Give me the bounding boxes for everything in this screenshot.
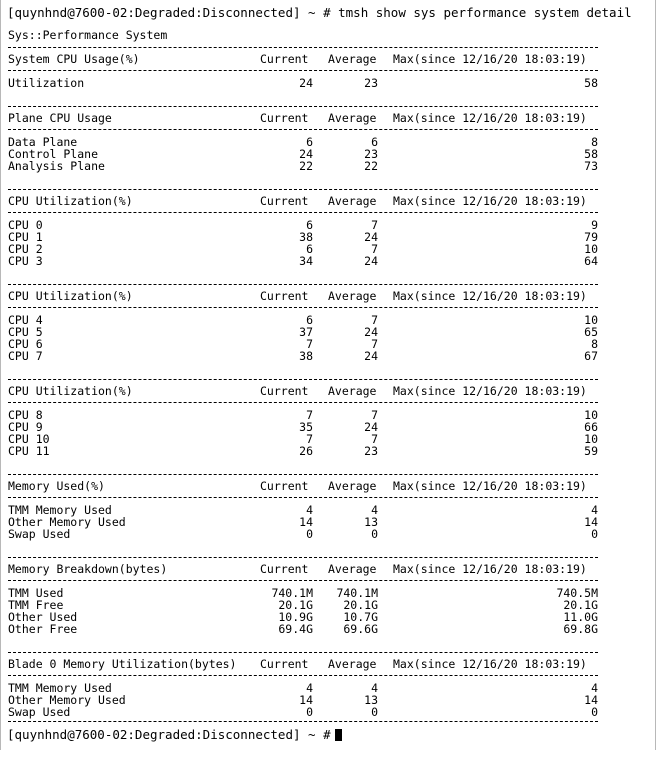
row-max: 10 (584, 432, 598, 446)
row-max: 69.8G (563, 622, 598, 636)
row-average: 69.6G (343, 622, 378, 636)
row-max: 740.5M (556, 586, 598, 600)
row-average: 24 (364, 254, 378, 268)
row-label: Other Memory Used (8, 515, 126, 529)
header-label: CPU Utilization(%) (8, 194, 133, 208)
data-row (8, 623, 598, 636)
header-current: Current (260, 194, 309, 208)
header-label: Plane CPU Usage (8, 111, 112, 125)
row-current: 6 (306, 135, 313, 149)
row-label: Other Memory Used (8, 693, 126, 707)
row-max: 8 (591, 337, 598, 351)
header-label: Blade 0 Memory Utilization(bytes) (8, 657, 237, 671)
section-header (8, 658, 598, 671)
row-max: 0 (591, 527, 598, 541)
row-current: 6 (306, 313, 313, 327)
row-current: 0 (306, 705, 313, 719)
row-label: CPU 11 (8, 444, 50, 458)
row-current: 4 (306, 503, 313, 517)
row-average: 7 (371, 313, 378, 327)
row-current: 69.4G (278, 622, 313, 636)
header-current: Current (260, 479, 309, 493)
header-average: Average (328, 479, 377, 493)
row-current: 4 (306, 681, 313, 695)
row-label: TMM Memory Used (8, 503, 112, 517)
separator (8, 129, 598, 130)
separator (8, 106, 598, 107)
header-max: Max(since 12/16/20 18:03:19) (393, 52, 587, 66)
row-max: 4 (591, 681, 598, 695)
section-header (8, 290, 598, 303)
data-row (8, 350, 598, 363)
row-current: 24 (299, 76, 313, 90)
row-label: Other Free (8, 622, 78, 636)
row-label: Utilization (8, 76, 85, 90)
data-row (8, 255, 598, 268)
row-average: 23 (364, 147, 378, 161)
row-max: 10 (584, 313, 598, 327)
row-max: 67 (584, 349, 598, 363)
row-average: 24 (364, 420, 378, 434)
row-current: 38 (299, 349, 313, 363)
header-current: Current (260, 289, 309, 303)
row-label: CPU 5 (8, 325, 43, 339)
section-header (8, 53, 598, 66)
row-current: 14 (299, 693, 313, 707)
row-max: 59 (584, 444, 598, 458)
row-average: 23 (364, 76, 378, 90)
header-max: Max(since 12/16/20 18:03:19) (393, 384, 587, 398)
header-current: Current (260, 52, 309, 66)
separator (8, 497, 598, 498)
row-label: CPU 2 (8, 242, 43, 256)
row-current: 740.1M (271, 586, 313, 600)
header-average: Average (328, 194, 377, 208)
row-current: 6 (306, 218, 313, 232)
terminal-window[interactable] (1, 0, 655, 750)
header-max: Max(since 12/16/20 18:03:19) (393, 194, 587, 208)
separator (8, 70, 598, 71)
row-label: CPU 3 (8, 254, 43, 268)
separator (8, 379, 598, 380)
row-label: CPU 8 (8, 408, 43, 422)
row-max: 9 (591, 218, 598, 232)
text-cursor (335, 729, 342, 741)
row-current: 6 (306, 242, 313, 256)
row-max: 0 (591, 705, 598, 719)
header-current: Current (260, 562, 309, 576)
header-current: Current (260, 111, 309, 125)
row-max: 11.0G (563, 610, 598, 624)
row-max: 58 (584, 147, 598, 161)
row-max: 79 (584, 230, 598, 244)
row-label: CPU 1 (8, 230, 43, 244)
row-current: 22 (299, 159, 313, 173)
row-current: 14 (299, 515, 313, 529)
header-average: Average (328, 384, 377, 398)
row-current: 37 (299, 325, 313, 339)
row-label: Control Plane (8, 147, 99, 161)
row-max: 14 (584, 693, 598, 707)
row-current: 7 (306, 337, 313, 351)
row-average: 7 (371, 408, 378, 422)
row-label: Other Used (8, 610, 78, 624)
row-label: Analysis Plane (8, 159, 105, 173)
section-header (8, 480, 598, 493)
row-current: 7 (306, 408, 313, 422)
row-current: 20.1G (278, 598, 313, 612)
row-average: 24 (364, 230, 378, 244)
header-label: System CPU Usage(%) (8, 52, 140, 66)
header-current: Current (260, 657, 309, 671)
row-label: CPU 4 (8, 313, 43, 327)
row-label: Swap Used (8, 527, 71, 541)
header-max: Max(since 12/16/20 18:03:19) (393, 111, 587, 125)
data-row (8, 706, 598, 719)
separator (8, 675, 598, 676)
data-row (8, 160, 598, 173)
section-header (8, 385, 598, 398)
row-average: 7 (371, 432, 378, 446)
header-label: CPU Utilization(%) (8, 384, 133, 398)
row-max: 65 (584, 325, 598, 339)
row-label: CPU 6 (8, 337, 43, 351)
row-average: 23 (364, 444, 378, 458)
row-label: TMM Free (8, 598, 64, 612)
row-label: CPU 9 (8, 420, 43, 434)
row-max: 4 (591, 503, 598, 517)
row-current: 34 (299, 254, 313, 268)
header-label: Memory Breakdown(bytes) (8, 562, 168, 576)
section-header (8, 112, 598, 125)
row-average: 4 (371, 503, 378, 517)
row-max: 64 (584, 254, 598, 268)
output-title: Sys::Performance System (8, 28, 168, 42)
row-label: TMM Used (8, 586, 64, 600)
separator (8, 47, 598, 48)
data-row (8, 445, 598, 458)
row-average: 6 (371, 135, 378, 149)
row-average: 7 (371, 218, 378, 232)
header-current: Current (260, 384, 309, 398)
row-average: 4 (371, 681, 378, 695)
separator (8, 580, 598, 581)
data-row (8, 77, 598, 90)
row-average: 24 (364, 349, 378, 363)
header-average: Average (328, 289, 377, 303)
data-row (8, 528, 598, 541)
row-current: 0 (306, 527, 313, 541)
section-header (8, 195, 598, 208)
row-label: CPU 0 (8, 218, 43, 232)
separator (8, 212, 598, 213)
separator (8, 474, 598, 475)
row-label: Data Plane (8, 135, 78, 149)
row-current: 35 (299, 420, 313, 434)
separator (8, 652, 598, 653)
header-average: Average (328, 52, 377, 66)
header-average: Average (328, 657, 377, 671)
row-max: 58 (584, 76, 598, 90)
separator (8, 307, 598, 308)
separator (8, 284, 598, 285)
row-average: 0 (371, 705, 378, 719)
row-max: 66 (584, 420, 598, 434)
row-average: 13 (364, 515, 378, 529)
separator (8, 721, 598, 722)
row-average: 7 (371, 242, 378, 256)
separator (8, 557, 598, 558)
separator (8, 189, 598, 190)
row-average: 10.7G (343, 610, 378, 624)
row-max: 73 (584, 159, 598, 173)
command-prompt: [quynhnd@7600-02:Degraded:Disconnected] ~ # tmsh show sys performance system detail (7, 5, 632, 20)
row-current: 10.9G (278, 610, 313, 624)
row-current: 7 (306, 432, 313, 446)
row-average: 7 (371, 337, 378, 351)
header-average: Average (328, 562, 377, 576)
row-current: 24 (299, 147, 313, 161)
row-average: 13 (364, 693, 378, 707)
section-header (8, 563, 598, 576)
header-max: Max(since 12/16/20 18:03:19) (393, 657, 587, 671)
row-label: CPU 10 (8, 432, 50, 446)
row-max: 20.1G (563, 598, 598, 612)
header-max: Max(since 12/16/20 18:03:19) (393, 479, 587, 493)
row-label: TMM Memory Used (8, 681, 112, 695)
row-label: Swap Used (8, 705, 71, 719)
row-max: 8 (591, 135, 598, 149)
header-max: Max(since 12/16/20 18:03:19) (393, 562, 587, 576)
header-max: Max(since 12/16/20 18:03:19) (393, 289, 587, 303)
shell-prompt: [quynhnd@7600-02:Degraded:Disconnected] ~ # (7, 727, 331, 742)
header-label: Memory Used(%) (8, 479, 105, 493)
row-average: 20.1G (343, 598, 378, 612)
header-average: Average (328, 111, 377, 125)
row-average: 0 (371, 527, 378, 541)
separator (8, 402, 598, 403)
row-max: 10 (584, 242, 598, 256)
row-average: 22 (364, 159, 378, 173)
row-label: CPU 7 (8, 349, 43, 363)
row-max: 10 (584, 408, 598, 422)
row-current: 26 (299, 444, 313, 458)
row-average: 24 (364, 325, 378, 339)
command-line[interactable] (7, 727, 342, 742)
row-average: 740.1M (336, 586, 378, 600)
header-label: CPU Utilization(%) (8, 289, 133, 303)
row-current: 38 (299, 230, 313, 244)
row-max: 14 (584, 515, 598, 529)
